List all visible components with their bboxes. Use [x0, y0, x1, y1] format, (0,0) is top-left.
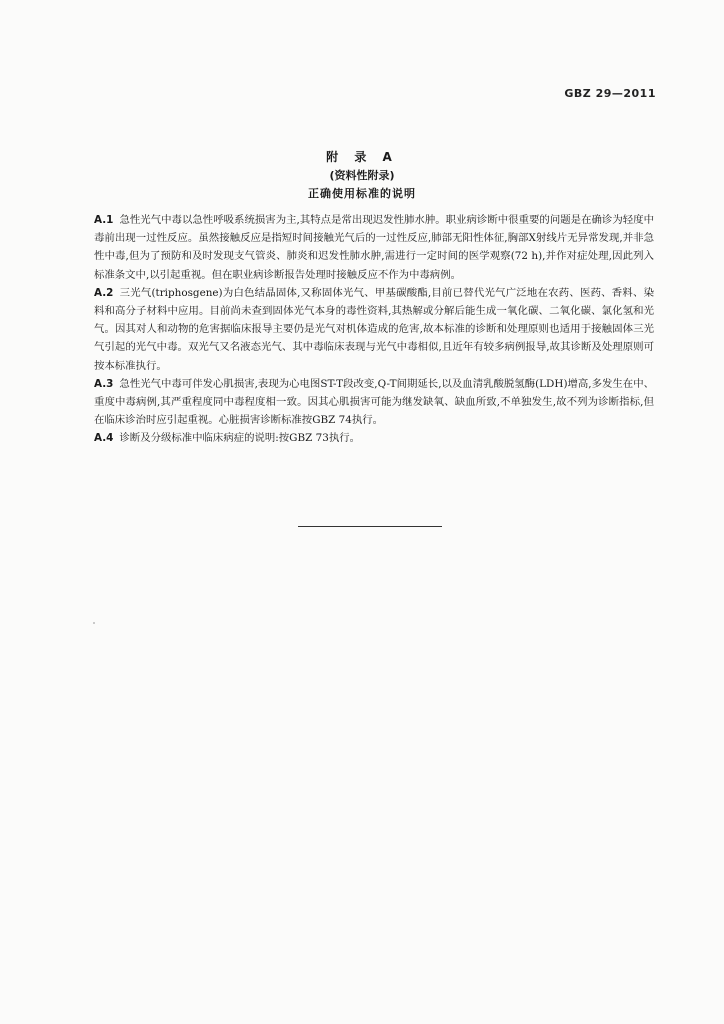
annex-type: (资料性附录) [329, 169, 395, 182]
paragraph-a2 [94, 284, 654, 375]
annex-heading: 正确使用标准的说明 [308, 187, 416, 200]
standard-code: GBZ 29—2011 [564, 87, 656, 100]
annex-body [94, 211, 654, 448]
paragraph-text: 急性光气中毒可伴发心肌损害,表现为心电图ST-T段改变,Q-T间期延长,以及血清乳酸脱氢酶(LDH)增高,多发生在中、重度中毒病例,其严重程度同中毒程度相一致。因其心肌损害可能为继发缺氧、缺血所致,不单独发生,故不列为诊断指标,但在临床诊治时应引起重视。心脏损害诊断标准按GBZ 74执行。 [94, 377, 654, 427]
paragraph-a1 [94, 211, 654, 284]
paragraph-text: 急性光气中毒以急性呼吸系统损害为主,其特点是常出现迟发性肺水肿。职业病诊断中很重要的问题是在确诊为轻度中毒前出现一过性反应。虽然接触反应是指短时间接触光气后的一过性反应,肺部无阳性体征,胸部X射线片无异常发现,并非急性中毒,但为了预防和及时发现支气管炎、肺炎和迟发性肺水肿,需进行一定时间的医学观察(72 h),并作对症处理,因此列入标准条文中,以引起重视。但在职业病诊断报告处理时接触反应不作为中毒病例。 [94, 214, 654, 281]
paragraph-a3 [94, 375, 654, 430]
paragraph-number: A.4 [94, 432, 114, 445]
paragraph-number: A.2 [94, 286, 114, 299]
paragraph-text: 三光气(triphosgene)为白色结晶固体,又称固体光气、甲基碳酸酯,目前已替代光气广泛地在农药、医药、香料、染料和高分子材料中应用。目前尚未查到固体光气本身的毒性资料,其热解或分解后能生成一氧化碳、二氧化碳、氯化氢和光气。因其对人和动物的危害据临床报导主要仍是光气对机体造成的危害,故本标准的诊断和处理原则也适用于接触固体三光气引起的光气中毒。双光气又名液态光气、其中毒临床表现与光气中毒相似,且近年有较多病例报导,故其诊断及处理原则可按本标准执行。 [94, 286, 654, 372]
scan-speck [93, 622, 95, 624]
paragraph-text: 诊断及分级标准中临床病症的说明:按GBZ 73执行。 [119, 432, 361, 445]
annex-title: 附 录 A [326, 150, 398, 164]
paragraph-number: A.3 [94, 377, 114, 390]
end-rule-divider [298, 526, 442, 527]
paragraph-number: A.1 [94, 214, 114, 226]
paragraph-a4 [94, 429, 654, 447]
